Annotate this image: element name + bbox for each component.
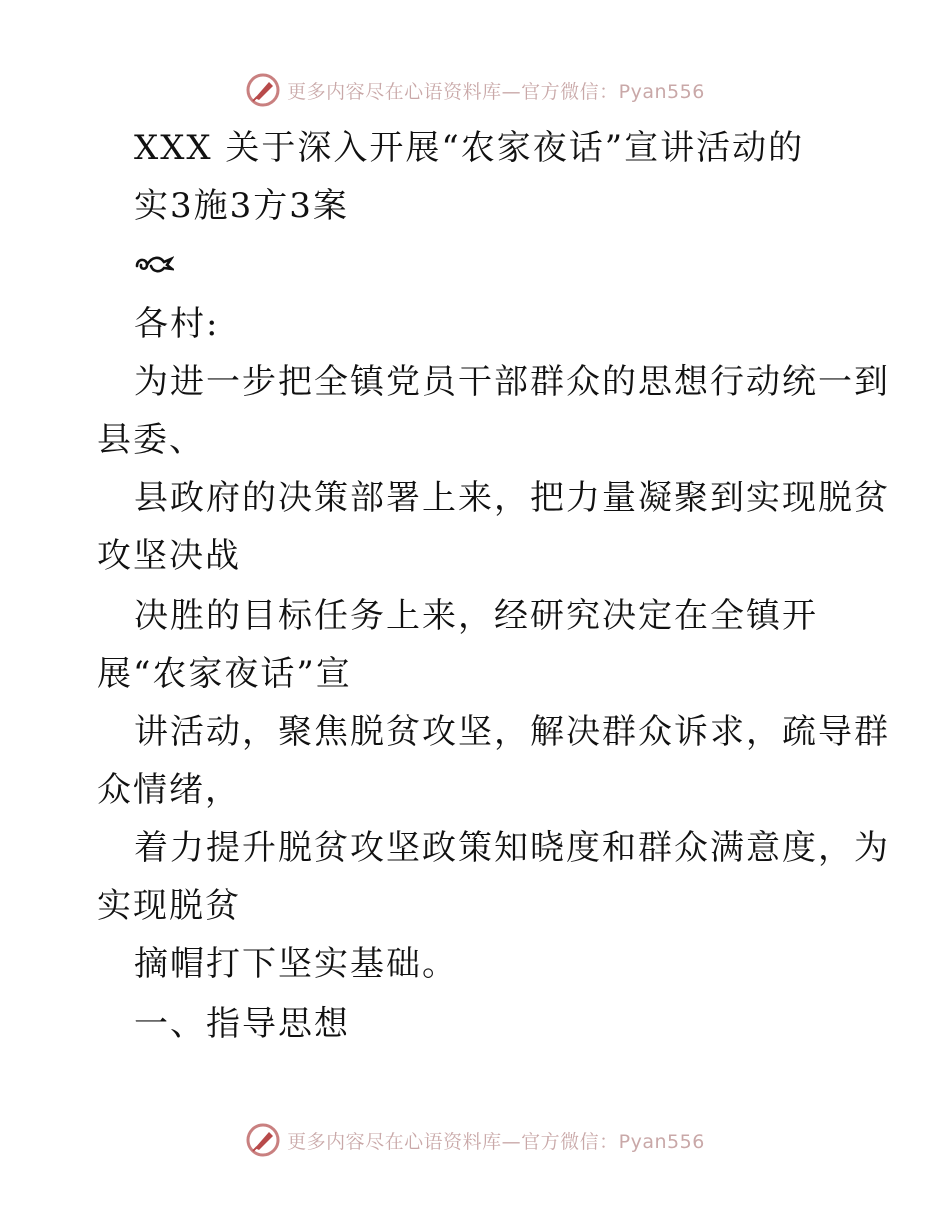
paragraph-line: 县政府的决策部署上来，把力量凝聚到实现脱贫 bbox=[134, 478, 890, 518]
pen-nib-logo-icon bbox=[245, 72, 281, 108]
paragraph-line: 为进一步把全镇党员干部群众的思想行动统一到 bbox=[134, 362, 890, 402]
paragraph-line: 实现脱贫 bbox=[97, 886, 241, 926]
paragraph-line: 讲活动，聚焦脱贫攻坚，解决群众诉求，疏导群 bbox=[134, 712, 890, 752]
footer-watermark bbox=[0, 1120, 950, 1160]
paragraph-line: 县委、 bbox=[97, 420, 205, 460]
document-title-line-2: 实3施3方3案 bbox=[134, 186, 349, 226]
paragraph-line: 众情绪， bbox=[97, 770, 241, 810]
paragraph-line: 展“农家夜话”宣 bbox=[97, 654, 352, 694]
section-heading: 一、指导思想 bbox=[134, 1004, 350, 1044]
paragraph-line: 决胜的目标任务上来，经研究决定在全镇开 bbox=[134, 596, 818, 636]
paragraph-line: 攻坚决战 bbox=[97, 536, 241, 576]
paragraph-line: 着力提升脱贫攻坚政策知晓度和群众满意度，为 bbox=[134, 828, 890, 868]
watermark-text: 更多内容尽在心语资料库—官方微信：Pyan556 bbox=[287, 1130, 705, 1153]
paragraph-line: 摘帽打下坚实基础。 bbox=[134, 944, 458, 984]
header-watermark bbox=[0, 70, 950, 110]
salutation: 各村: bbox=[134, 304, 220, 344]
document-title-line-1: XXX 关于深入开展“农家夜话”宣讲活动的 bbox=[134, 128, 805, 168]
watermark-text: 更多内容尽在心语资料库—官方微信：Pyan556 bbox=[287, 80, 705, 103]
pen-nib-logo-icon bbox=[245, 1122, 281, 1158]
decorative-flourish-icon bbox=[134, 250, 174, 278]
